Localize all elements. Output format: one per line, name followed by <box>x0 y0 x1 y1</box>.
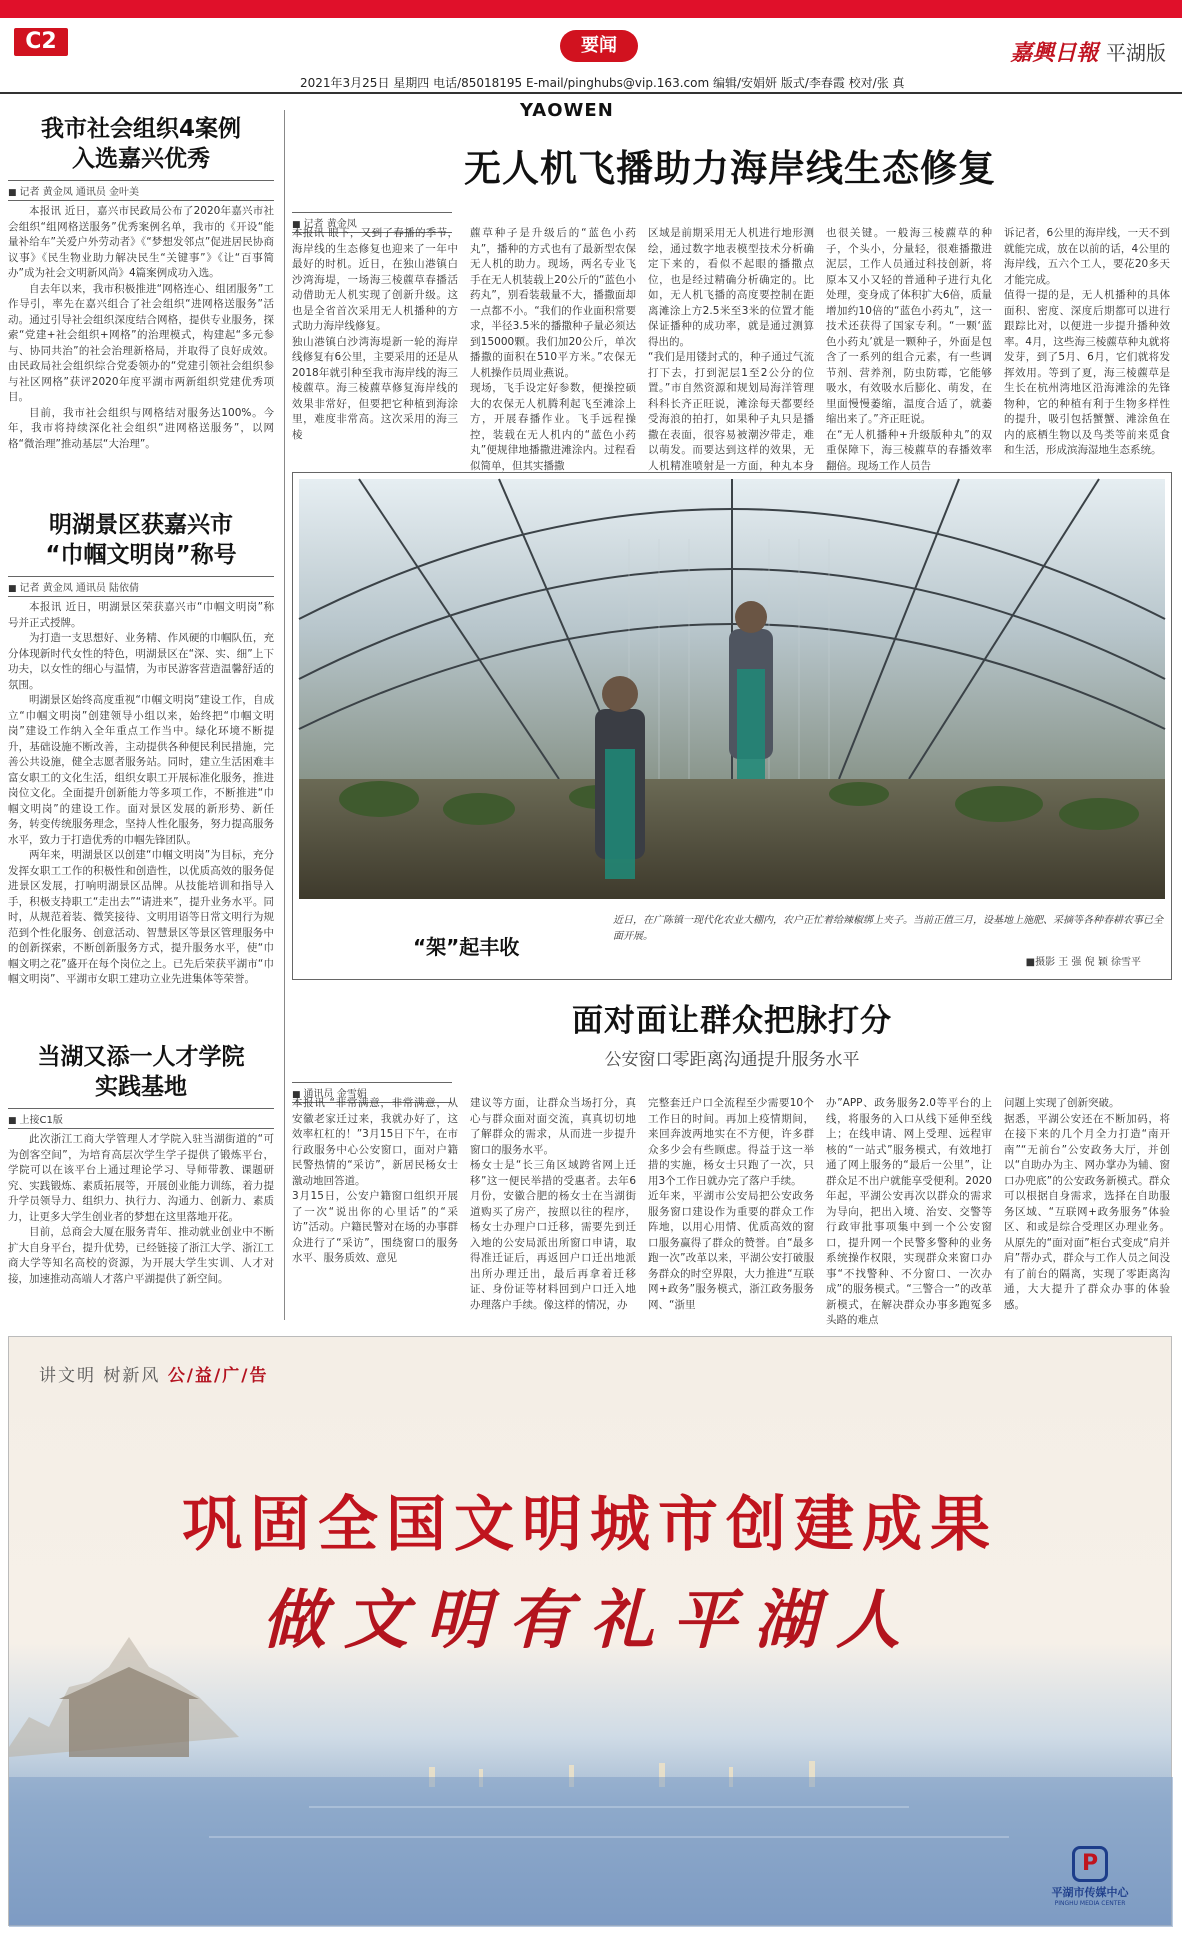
byline: ■ 上接C1版 <box>8 1108 274 1129</box>
text-column: 本报讯 眼下，又到了春播的季节，海岸线的生态修复也迎来了一年中最好的时机。近日，在独山港镇白沙湾海堤，一场海三棱藨草春播活动借助无人机实现了创新升级。这也是全省首次采用无人机播种的方式助力海岸线修复。 独山港镇白沙湾海堤新一轮的海岸线修复有6公里，主要采用的还是从2018年就引种至我市海岸线的海三棱藨草。海三棱藨草修复海岸线的效果非常好，但要把它种植到海涂里，难度非常高。这次采用的海三棱 <box>292 227 458 441</box>
column-divider <box>284 110 285 1320</box>
ad-tag: 公/益/广/告 <box>167 1366 269 1386</box>
text-column: 也很关键。一般海三棱藨草的种子，个头小，分量轻，很难播撒进泥层，工作人员通过科技创新，将原本又小又轻的普通种子进行丸化处理，变身成了体积扩大6倍，质量增加约10倍的“蓝色小药丸”，这一技术还获得了国家专利。“一颗‘蓝色小药丸’就是一颗种子，外面是包含了一系列的组合元素，有一些调节剂、营养剂，防虫防霉，它能够吸水，有效吸水后膨化、萌发，在里面慢慢萎缩，温度合适了，就萎缩出来了。”齐正旺说。 在“无人机播种+升级版种丸”的双重保障下，海三棱藨草的春播效率翻倍。现场工作人员告 <box>826 227 992 472</box>
story-social-org <box>8 114 274 452</box>
paragraph: 目前，我市社会组织与网格结对服务达100%。今年，我市将持续深化社会组织“进网格送服务”，以网格“微治理”推动基层“大治理”。 <box>8 406 274 450</box>
text-column: 完整套迁户口全流程至少需要10个工作日的时间。再加上疫情期间，来回奔波两地实在不方便，许多群众多少会有些顾虑。得益于这一举措的实施，杨女士只跑了一次，只用3个工作日就办完了落户手续。 近年来，平湖市公安局把公安政务服务窗口建设作为重要的群众工作阵地，以用心用情、优质高效的窗口服务赢得了群众的赞誉。自“最多跑一次”改革以来，平湖公安打破服务群众的时空界限，大力推进“互联网+政务”服务模式，浙江政务服务网、“浙里 <box>648 1097 814 1311</box>
story-b-headline: 面对面让群众把脉打分 <box>572 1003 892 1039</box>
newspaper-brand <box>1010 36 1166 67</box>
photo-caption: 近日，在广陈镇一现代化农业大棚内，农户正忙着给辣椒绑上夹子。当前正值三月，设基地上施肥、采摘等各种春耕农事已全面开展。 <box>613 915 1163 942</box>
ad-slogan <box>39 1361 268 1386</box>
story-b-byline: ■ 通讯员 金雪娟 <box>292 1082 452 1103</box>
title-line: “巾帼文明岗”称号 <box>45 542 237 568</box>
paragraph: 自去年以来，我市积极推进“网格连心、组团服务”工作导引，率先在嘉兴组合了社会组织“进网格送服务”活动。通过引导社会组织深度结合网格，提供专业服务，探索“党建+社会组织+网格”的治理模式，构建起“多元参与、协同共治”的社会治理新格局，并取得了良好成效。由民政局社会组织综合党委领办的“党建引领社会组织参与社区网格”获评2020年度平湖市两新组织党建优秀项目。 <box>8 282 274 403</box>
story-title <box>8 114 274 174</box>
story-title <box>8 1042 274 1102</box>
story-talent-base <box>8 1042 274 1287</box>
brand-edition: 平湖版 <box>1106 41 1166 65</box>
issue-info: 2021年3月25日 星期四 电话/85018195 E-mail/pinghubs@vip.163.com 编辑/安娟妍 版式/李春霞 校对/张 真 <box>300 76 905 90</box>
greenhouse-photo <box>299 479 1165 899</box>
greenhouse-illustration <box>299 479 1165 899</box>
story-b-subheadline: 公安窗口零距离沟通提升服务水平 <box>604 1050 860 1070</box>
lead-body <box>292 226 1172 472</box>
text-column: 区域是前期采用无人机进行地形测绘，通过数字地表模型技术分析确定下来的，看似不起眼的播撒点位，也是经过精确分析确定的。比如，无人机飞播的高度要控制在距离滩涂上方2.5米至3米的位置才能保证播种的成功率，就是通过测算得出的。 “我们是用镂封式的，种子通过气流打下去，打到泥层1至2公分的位置。”市自然资源和规划局海洋管理科科长齐正旺说，滩涂每天都要经受海浪的拍打，如果种子丸只是播撒在表面，很容易被潮汐带走，难以萌发。而要达到这样的效果，无人机精准喷射是一方面，种丸本身 <box>648 227 814 472</box>
page-number-badge: C2 <box>14 28 68 56</box>
paragraph: 此次浙江工商大学管理人才学院入驻当湖街道的“可为创客空间”，为培育高层次学生学子提供了锻炼平台，学院可以在该平台上通过理论学习、导师带教、课题研究、实践锻炼、素质拓展等，开展创业能力训练，着力提升学员领导力、组织力、执行力、沟通力、创新力、素质力，让更多大学生创业者的梦想在这里落地开花。 <box>8 1133 274 1223</box>
news-photo-frame <box>292 472 1172 980</box>
story-b-body <box>292 1096 1172 1328</box>
lead-headline: 无人机飞播助力海岸线生态修复 <box>464 147 996 190</box>
photo-title: “架”起丰收 <box>413 935 520 959</box>
story-body <box>8 204 274 452</box>
paragraph: 为打造一支思想好、业务精、作风硬的巾帼队伍，充分体现新时代女性的特色，明湖景区在“深、实、细”上下功夫，以女性的细心与温情，为市民游客营造温馨舒适的氛围。 <box>8 632 274 691</box>
ad-calligraphy: 做文明有礼平湖人 <box>262 1583 918 1658</box>
story-body <box>8 600 274 988</box>
header-divider <box>0 92 1182 94</box>
logo-icon: P <box>1072 1846 1108 1882</box>
title-line: 明湖景区获嘉兴市 <box>49 512 233 538</box>
top-color-bar <box>0 0 1182 18</box>
paragraph: 本报讯 近日，明湖景区荣获嘉兴市“巾帼文明岗”称号并正式授牌。 <box>8 601 274 629</box>
photo-credit: ■摄影 王 强 倪 颖 徐雪平 <box>1025 957 1141 968</box>
text-column: 问题上实现了创新突破。 据悉，平湖公安还在不断加码，将在接下来的几个月全力打造“南开南”“无前台”公安政务大厅，并创以“自助办为主、网办掌办为辅、窗口办兜底”的公安政务新模式。群众可以根据自身需求，选择在自助服务区域、“互联网+政务服务”体验区、和或是综合受理区办理业务。从原先的“面对面”柜台式变成“肩并肩”帮办式，群众与工作人员之间没有了前台的隔离，实现了零距离沟通，大大提升了群众办事的体验感。 <box>1004 1097 1170 1311</box>
story-title <box>8 510 274 570</box>
story-body <box>8 1132 274 1287</box>
paragraph: 目前，总商会大厦在服务青年、推动就业创业中不断扩大自身平台，提升优势，已经链接了浙江大学、浙江工商大学等知名高校的资源，为开展大学生实训、人才对接，加速推动高端人才落户平湖提供了新空间。 <box>8 1226 274 1285</box>
brand-name: 嘉興日報 <box>1010 40 1099 66</box>
story-minghu <box>8 510 274 988</box>
text-column: 办”APP、政务服务2.0等平台的上线，将服务的入口从线下延伸至线上；在线申请、网上受理、远程审核的“一站式”服务模式，有效地打通了网上服务的“最后一公里”，让群众足不出户就能享受便利。2020年起，平湖公安再次以群众的需求为导向，把出入境、治安、交警等行政审批事项集中到一个公安窗口，提升网一个民警多警种的业务系统操作权限，实现群众来窗口办事“不找警种、不分窗口、一次办成”的服务模式。“三警合一”的改革新模式，在解决群众办事多跑冤多头路的难点 <box>826 1097 992 1326</box>
paragraph: 明湖景区始终高度重视“巾帼文明岗”建设工作，自成立“巾帼文明岗”创建领导小组以来，始终把“巾帼文明岗”建设工作纳入全年重点工作当中。绿化环境不断提升，基础设施不断改善，主动提供各种便民利民措施，完善公共设施，健全志愿者服务站。同时，建立生活困难丰富女职工的文化生活，组织女职工开展标准化服务，推进岗位文化。全面提升创新能力等多项工作，不断推进“巾帼文明岗”的建设工作。面对景区发展的新形势、新任务，转变传统服务理念，坚持人性化服务，努力提高服务水平，致力于打造优秀的巾帼先锋团队。 <box>8 694 274 846</box>
paragraph: 两年来，明湖景区以创建“巾帼文明岗”为目标，充分发挥女职工工作的积极性和创造性，以优质高效的服务促进景区发展，打响明湖景区品牌。从技能培训和指导入手，积极支持职工“走出去”“请进来”，提升业务水平。同时，从规范着装、微笑接待、文明用语等日常文明行为规范到个性化服务、创意活动、智慧景区等景区管理服务中的创新探索，不断创新服务方式，提升服务水平，使“巾帼文明之花”盛开在每个岗位之上。已先后荣获平湖市“巾帼文明岗”、平湖市女职工建功立业先进集体等荣誉。 <box>8 849 274 985</box>
title-line: 实践基地 <box>95 1074 187 1100</box>
section-badge: 要闻 <box>560 30 638 62</box>
logo-name: 平湖市传媒中心 <box>1051 1886 1129 1899</box>
text-column: 藨草种子是升级后的“蓝色小药丸”，播种的方式也有了最新型农保无人机的助力。现场，两名专业飞手在无人机装载上20公斤的“蓝色小药丸”，别看装载量不大，播撒面却一点都不小。“我们的作业面积常要求，半径3.5米的播撒种子量必须达到15000颗。我们加20公斤，单次播撒的面积在510平方米。”农保无人机操作员周业燕说。 现场，飞手设定好参数，便操控硕大的农保无人机腾利起飞至滩涂上方，开展春播作业。飞手远程操控，装载在无人机内的“蓝色小药丸”便规律地播撒进滩涂内。过程看似简单，但其实播撒 <box>470 227 636 472</box>
title-line: 当湖又添一人才学院 <box>37 1044 245 1070</box>
title-line: 入选嘉兴优秀 <box>72 146 210 172</box>
paragraph: 本报讯 近日，嘉兴市民政局公布了2020年嘉兴市社会组织“组网格送服务”优秀案例名单，我市的《开设“能量补给车”关爱户外劳动者》《“梦想发邻点”促进居民协商议事》《民生物业助力解决民生“关键事”》《让“百事简办”成为社会文明新风尚》4篇案例成功入选。 <box>8 205 274 279</box>
section-pinyin: YAOWEN <box>520 100 614 121</box>
ad-headline: 巩固全国文明城市创建成果 <box>182 1490 998 1560</box>
text-column: 本报讯 “非常满意，非常满意，从安徽老家迁过来，我就办好了，这效率杠杠的！”3月15日下午，在市行政服务中心公安窗口，面对户籍民警热情的“采访”，新居民杨女士激动地回答道。 3月15日，公安户籍窗口组织开展了一次“说出你的心里话”的“采访”活动。户籍民警对在场的办事群众进行了“采访”，围绕窗口的服务水平、服务质效、意见 <box>292 1097 458 1264</box>
slogan-text: 讲文明 树新风 <box>39 1366 161 1386</box>
text-column: 诉记者，6公里的海岸线，一天不到就能完成，放在以前的话，4公里的海岸线，五六个工人，要花20多天才能完成。 值得一提的是，无人机播种的具体面积、密度、深度后期都可以进行跟踪比对，以便进一步提升播种效率。4月，这些海三棱藨草种丸就将发芽，到了5月、6月，它们就将发挥效用。等到了夏，海三棱藨草是生长在杭州湾地区沿海滩涂的先锋物种，它的种植有利于生物多样性的提升，吸引包括蟹蟹、滩涂鱼在内的底栖生物以及鸟类等前来觅食和生活，形成滨海湿地生态系统。 <box>1004 227 1170 456</box>
byline: ■ 记者 黄金凤 通讯员 陆依倩 <box>8 576 274 597</box>
media-center-logo <box>1045 1846 1135 1907</box>
byline: ■ 记者 黄金凤 通讯员 金叶美 <box>8 180 274 201</box>
text-column: 建议等方面，让群众当场打分，真心与群众面对面交流，真真切切地了解群众的需求，从而进一步提升窗口的服务水平。 杨女士是“长三角区域跨省网上迁移”这一便民举措的受惠者。去年6月份，安徽合肥的杨女士在当湖街道购买了房产，按照以往的程序，杨女士办理户口迁移，需要先到迁入地的公安局派出所窗口申请，取得准迁证后，再返回户口迁出地派出所办理迁出，最后再拿着迁移证、身份证等材料回到户口迁入地办理落户手续。像这样的情况，办 <box>470 1097 636 1311</box>
lead-byline: ■ 记者 黄金凤 <box>292 212 452 233</box>
logo-english: PINGHU MEDIA CENTER <box>1054 1900 1126 1907</box>
public-service-ad <box>8 1336 1172 1926</box>
title-line: 我市社会组织4案例 <box>40 116 241 142</box>
